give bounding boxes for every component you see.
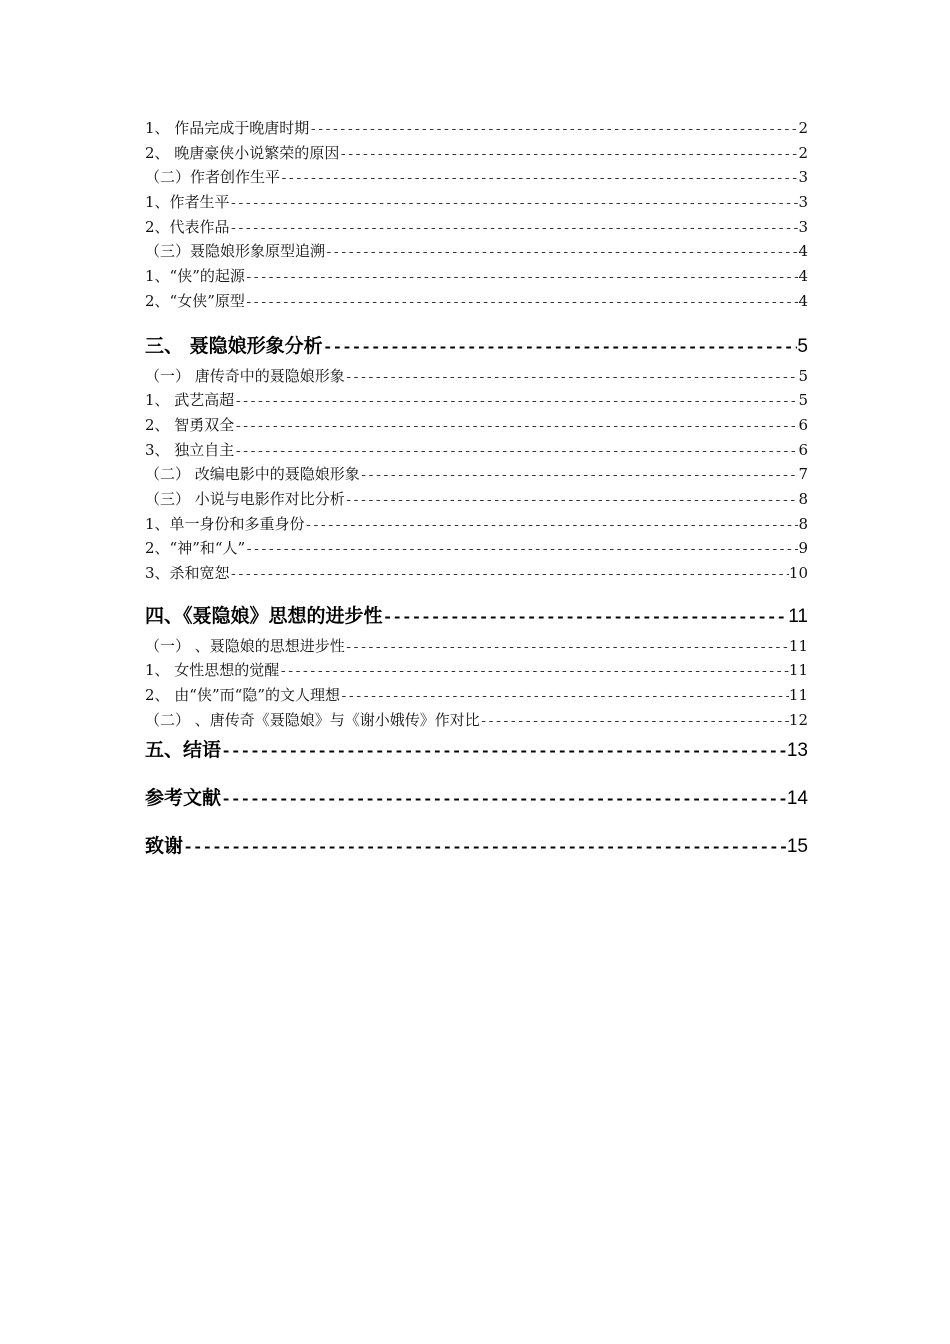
- dot-leader: [345, 636, 789, 659]
- dot-leader: [383, 601, 789, 634]
- toc-entry: [145, 536, 808, 561]
- toc-entry: [145, 141, 808, 166]
- toc-entry-label: 2、 晚唐豪侠小说繁荣的原因: [145, 143, 340, 162]
- toc-entry: [145, 239, 808, 264]
- dot-leader: [234, 415, 798, 438]
- toc-entry-page: 8: [798, 489, 808, 508]
- toc-entry: [145, 388, 808, 413]
- toc-entry-label: 1、单一身份和多重身份: [145, 514, 305, 533]
- toc-entry-page: 12: [788, 710, 808, 729]
- toc-entry: [145, 487, 808, 512]
- toc-section-heading: [145, 328, 808, 364]
- toc-entry-label: 2、 智勇双全: [145, 415, 235, 434]
- toc-entry-label: 1、 作品完成于晚唐时期: [145, 119, 310, 137]
- toc-entry-page: 6: [798, 415, 808, 434]
- toc-entry: [145, 413, 808, 438]
- dot-leader: [221, 783, 787, 816]
- toc-entry-page: 4: [798, 242, 808, 261]
- dot-leader: [480, 710, 789, 733]
- toc-entry-label: （一） 、聂隐娘的思想进步性: [145, 636, 345, 655]
- toc-entry-page: 5: [798, 366, 808, 385]
- toc-entry: [145, 683, 808, 708]
- toc-entry-page: 4: [798, 267, 808, 286]
- toc-entry-page: 11: [788, 686, 808, 705]
- toc-entry: [145, 658, 808, 683]
- toc-section-label: 四、《聂隐娘》思想的进步性: [145, 604, 383, 627]
- toc-entry-page: 3: [798, 168, 808, 187]
- dot-leader: [340, 685, 789, 708]
- toc-entry-page: 9: [798, 539, 808, 558]
- dot-leader: [230, 563, 789, 586]
- dot-leader: [339, 143, 798, 166]
- dot-leader: [345, 489, 799, 512]
- dot-leader: [245, 538, 798, 561]
- toc-section-page: 11: [788, 605, 808, 627]
- toc-entry: [145, 116, 808, 141]
- toc-entry-page: 3: [798, 217, 808, 236]
- toc-section-label: 致谢: [145, 835, 184, 858]
- dot-leader: [280, 167, 798, 190]
- toc-entry-label: （三）聂隐娘形象原型追溯: [145, 242, 326, 261]
- toc-section-page: 15: [786, 836, 808, 858]
- toc-entry-page: 2: [798, 143, 808, 162]
- toc-section-page: 13: [786, 740, 808, 762]
- toc-entry: [145, 165, 808, 190]
- toc-entry: [145, 561, 808, 586]
- toc-entry-label: 2、 由“侠”而“隐”的文人理想: [145, 686, 340, 705]
- toc-entry-page: 10: [788, 564, 808, 582]
- toc-entry: [145, 708, 808, 733]
- dot-leader: [221, 735, 787, 768]
- toc-entry-page: 2: [798, 119, 808, 137]
- dot-leader: [325, 241, 798, 264]
- toc-entry: [145, 512, 808, 537]
- toc-entry: [145, 634, 808, 659]
- toc-entry-label: 1、“侠”的起源: [145, 267, 245, 286]
- toc-entry-label: 1、作者生平: [145, 193, 230, 212]
- dot-leader: [345, 366, 799, 389]
- toc-entry-label: 2、“女侠”原型: [145, 291, 245, 310]
- toc-entry-page: 11: [788, 661, 808, 680]
- toc-entry: [145, 462, 808, 487]
- toc-entry-label: 3、 独立自主: [145, 440, 235, 459]
- dot-leader: [183, 831, 787, 864]
- toc-entry-page: 11: [788, 636, 808, 655]
- dot-leader: [234, 440, 798, 463]
- toc-entry: [145, 264, 808, 289]
- table-of-contents: [145, 116, 808, 864]
- dot-leader: [230, 192, 799, 215]
- toc-section-heading: [145, 598, 808, 634]
- toc-entry: [145, 190, 808, 215]
- dot-leader: [305, 514, 799, 537]
- dot-leader: [234, 390, 798, 413]
- toc-section-page: 5: [797, 335, 808, 357]
- toc-section-label: 五、结语: [145, 739, 222, 762]
- toc-entry-label: 2、“神”和“人”: [145, 539, 246, 558]
- dot-leader: [230, 217, 799, 240]
- toc-entry-label: 2、代表作品: [145, 217, 230, 236]
- toc-section-heading: [145, 780, 808, 816]
- toc-section-label: 三、 聂隐娘形象分析: [145, 334, 323, 357]
- toc-entry: [145, 289, 808, 314]
- toc-section-heading: [145, 732, 808, 768]
- toc-entry-label: 3、杀和宽恕: [145, 564, 230, 582]
- toc-entry-page: 6: [798, 440, 808, 459]
- dot-leader: [245, 266, 799, 289]
- toc-entry-page: 3: [798, 193, 808, 212]
- toc-entry: [145, 215, 808, 240]
- toc-entry-label: （二）作者创作生平: [145, 168, 281, 187]
- dot-leader: [323, 331, 798, 364]
- toc-entry-label: （一） 唐传奇中的聂隐娘形象: [145, 366, 345, 385]
- toc-section-label: 参考文献: [145, 787, 222, 810]
- dot-leader: [309, 118, 798, 141]
- toc-entry-label: 1、 女性思想的觉醒: [145, 661, 280, 680]
- toc-entry-label: （二） 、唐传奇《聂隐娘》与《谢小娥传》作对比: [145, 710, 480, 729]
- dot-leader: [279, 660, 789, 683]
- toc-entry-label: （二） 改编电影中的聂隐娘形象: [145, 465, 360, 484]
- toc-entry: [145, 364, 808, 389]
- toc-entry-page: 7: [798, 465, 808, 484]
- toc-entry-page: 8: [798, 514, 808, 533]
- toc-entry-label: 1、 武艺高超: [145, 391, 235, 410]
- toc-entry: [145, 438, 808, 463]
- toc-entry-page: 4: [798, 291, 808, 310]
- toc-entry-page: 5: [798, 391, 808, 410]
- toc-entry-label: （三） 小说与电影作对比分析: [145, 489, 345, 508]
- dot-leader: [245, 291, 799, 314]
- dot-leader: [360, 464, 799, 487]
- toc-section-page: 14: [786, 788, 808, 810]
- toc-section-heading: [145, 828, 808, 864]
